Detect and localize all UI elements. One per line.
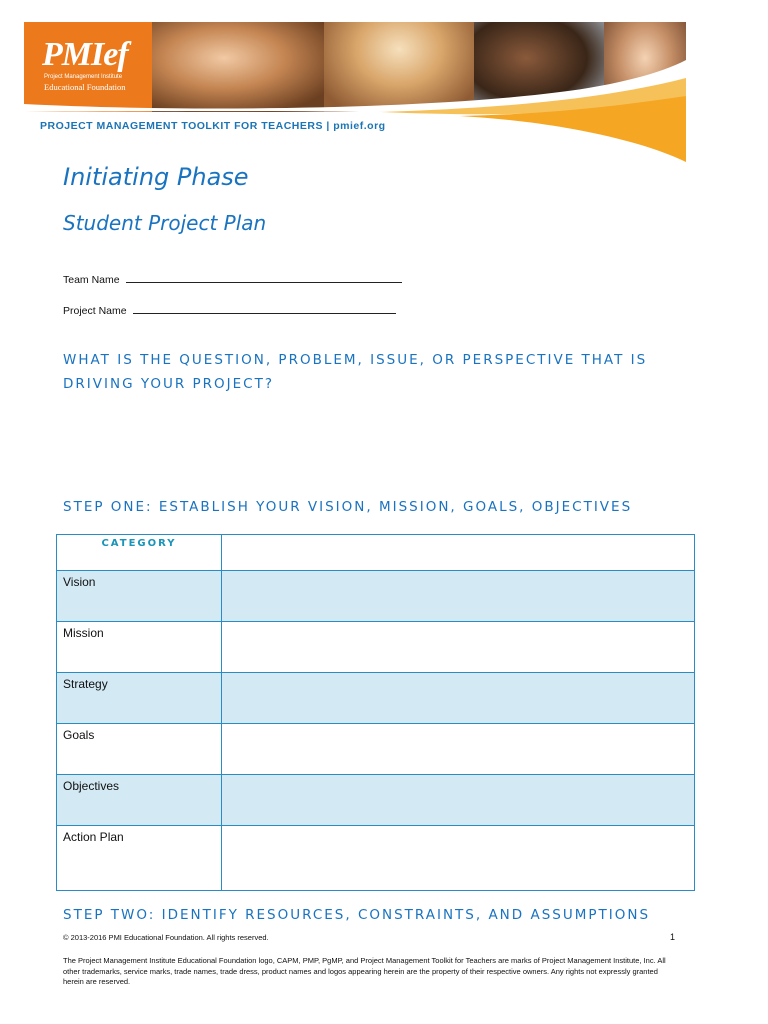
row-label-goals: Goals xyxy=(57,724,222,775)
row-label-vision: Vision xyxy=(57,571,222,622)
team-name-label: Team Name xyxy=(63,274,120,286)
logo-mark: PMIef xyxy=(42,36,128,73)
table-row xyxy=(57,826,695,891)
logo-subtitle: Educational Foundation xyxy=(44,82,126,92)
mission-input-cell[interactable] xyxy=(222,622,695,673)
row-label-objectives: Objectives xyxy=(57,775,222,826)
strategy-input-cell[interactable] xyxy=(222,673,695,724)
page-subtitle: Student Project Plan xyxy=(63,211,267,235)
copyright-notice: © 2013-2016 PMI Educational Foundation. All rights reserved. xyxy=(63,933,269,942)
driving-question-line1: WHAT IS THE QUESTION, PROBLEM, ISSUE, OR PERSPECTIVE THAT IS xyxy=(63,352,648,368)
step-one-heading: STEP ONE: ESTABLISH YOUR VISION, MISSION, GOALS, OBJECTIVES xyxy=(63,499,633,515)
legal-notice: The Project Management Institute Educational Foundation logo, CAPM, PMP, PgMP, and Project Management Toolkit for Teachers are marks of Project Management Institute, Inc. All other trademarks, service marks, trade names, trade dress, product names and logos appearing herein are the property of their respective owners. Any rights not expressly granted herein are reserved. xyxy=(63,956,666,986)
driving-question-heading xyxy=(63,348,647,396)
category-header: CATEGORY xyxy=(57,535,222,571)
row-label-mission: Mission xyxy=(57,622,222,673)
driving-question-line2: DRIVING YOUR PROJECT? xyxy=(63,376,275,392)
category-table xyxy=(56,534,695,891)
project-name-field xyxy=(63,304,396,317)
table-row xyxy=(57,673,695,724)
team-name-field xyxy=(63,273,402,286)
page-title: Initiating Phase xyxy=(63,163,249,191)
row-label-action-plan: Action Plan xyxy=(57,826,222,891)
step-two-heading: STEP TWO: IDENTIFY RESOURCES, CONSTRAINTS, AND ASSUMPTIONS xyxy=(63,907,651,923)
table-header-cell xyxy=(222,535,695,571)
table-row xyxy=(57,571,695,622)
page-number: 1 xyxy=(670,932,676,942)
row-label-strategy: Strategy xyxy=(57,673,222,724)
toolkit-tagline: PROJECT MANAGEMENT TOOLKIT FOR TEACHERS | pmief.org xyxy=(40,120,386,132)
project-name-label: Project Name xyxy=(63,305,127,317)
table-row xyxy=(57,724,695,775)
vision-input-cell[interactable] xyxy=(222,571,695,622)
objectives-input-cell[interactable] xyxy=(222,775,695,826)
table-row xyxy=(57,775,695,826)
table-header-row xyxy=(57,535,695,571)
logo-subtitle-small: Project Management Institute xyxy=(44,74,123,80)
team-name-blank[interactable] xyxy=(126,273,402,283)
table-row xyxy=(57,622,695,673)
goals-input-cell[interactable] xyxy=(222,724,695,775)
project-name-blank[interactable] xyxy=(133,304,396,314)
header-swoosh xyxy=(0,0,768,170)
action-plan-input-cell[interactable] xyxy=(222,826,695,891)
